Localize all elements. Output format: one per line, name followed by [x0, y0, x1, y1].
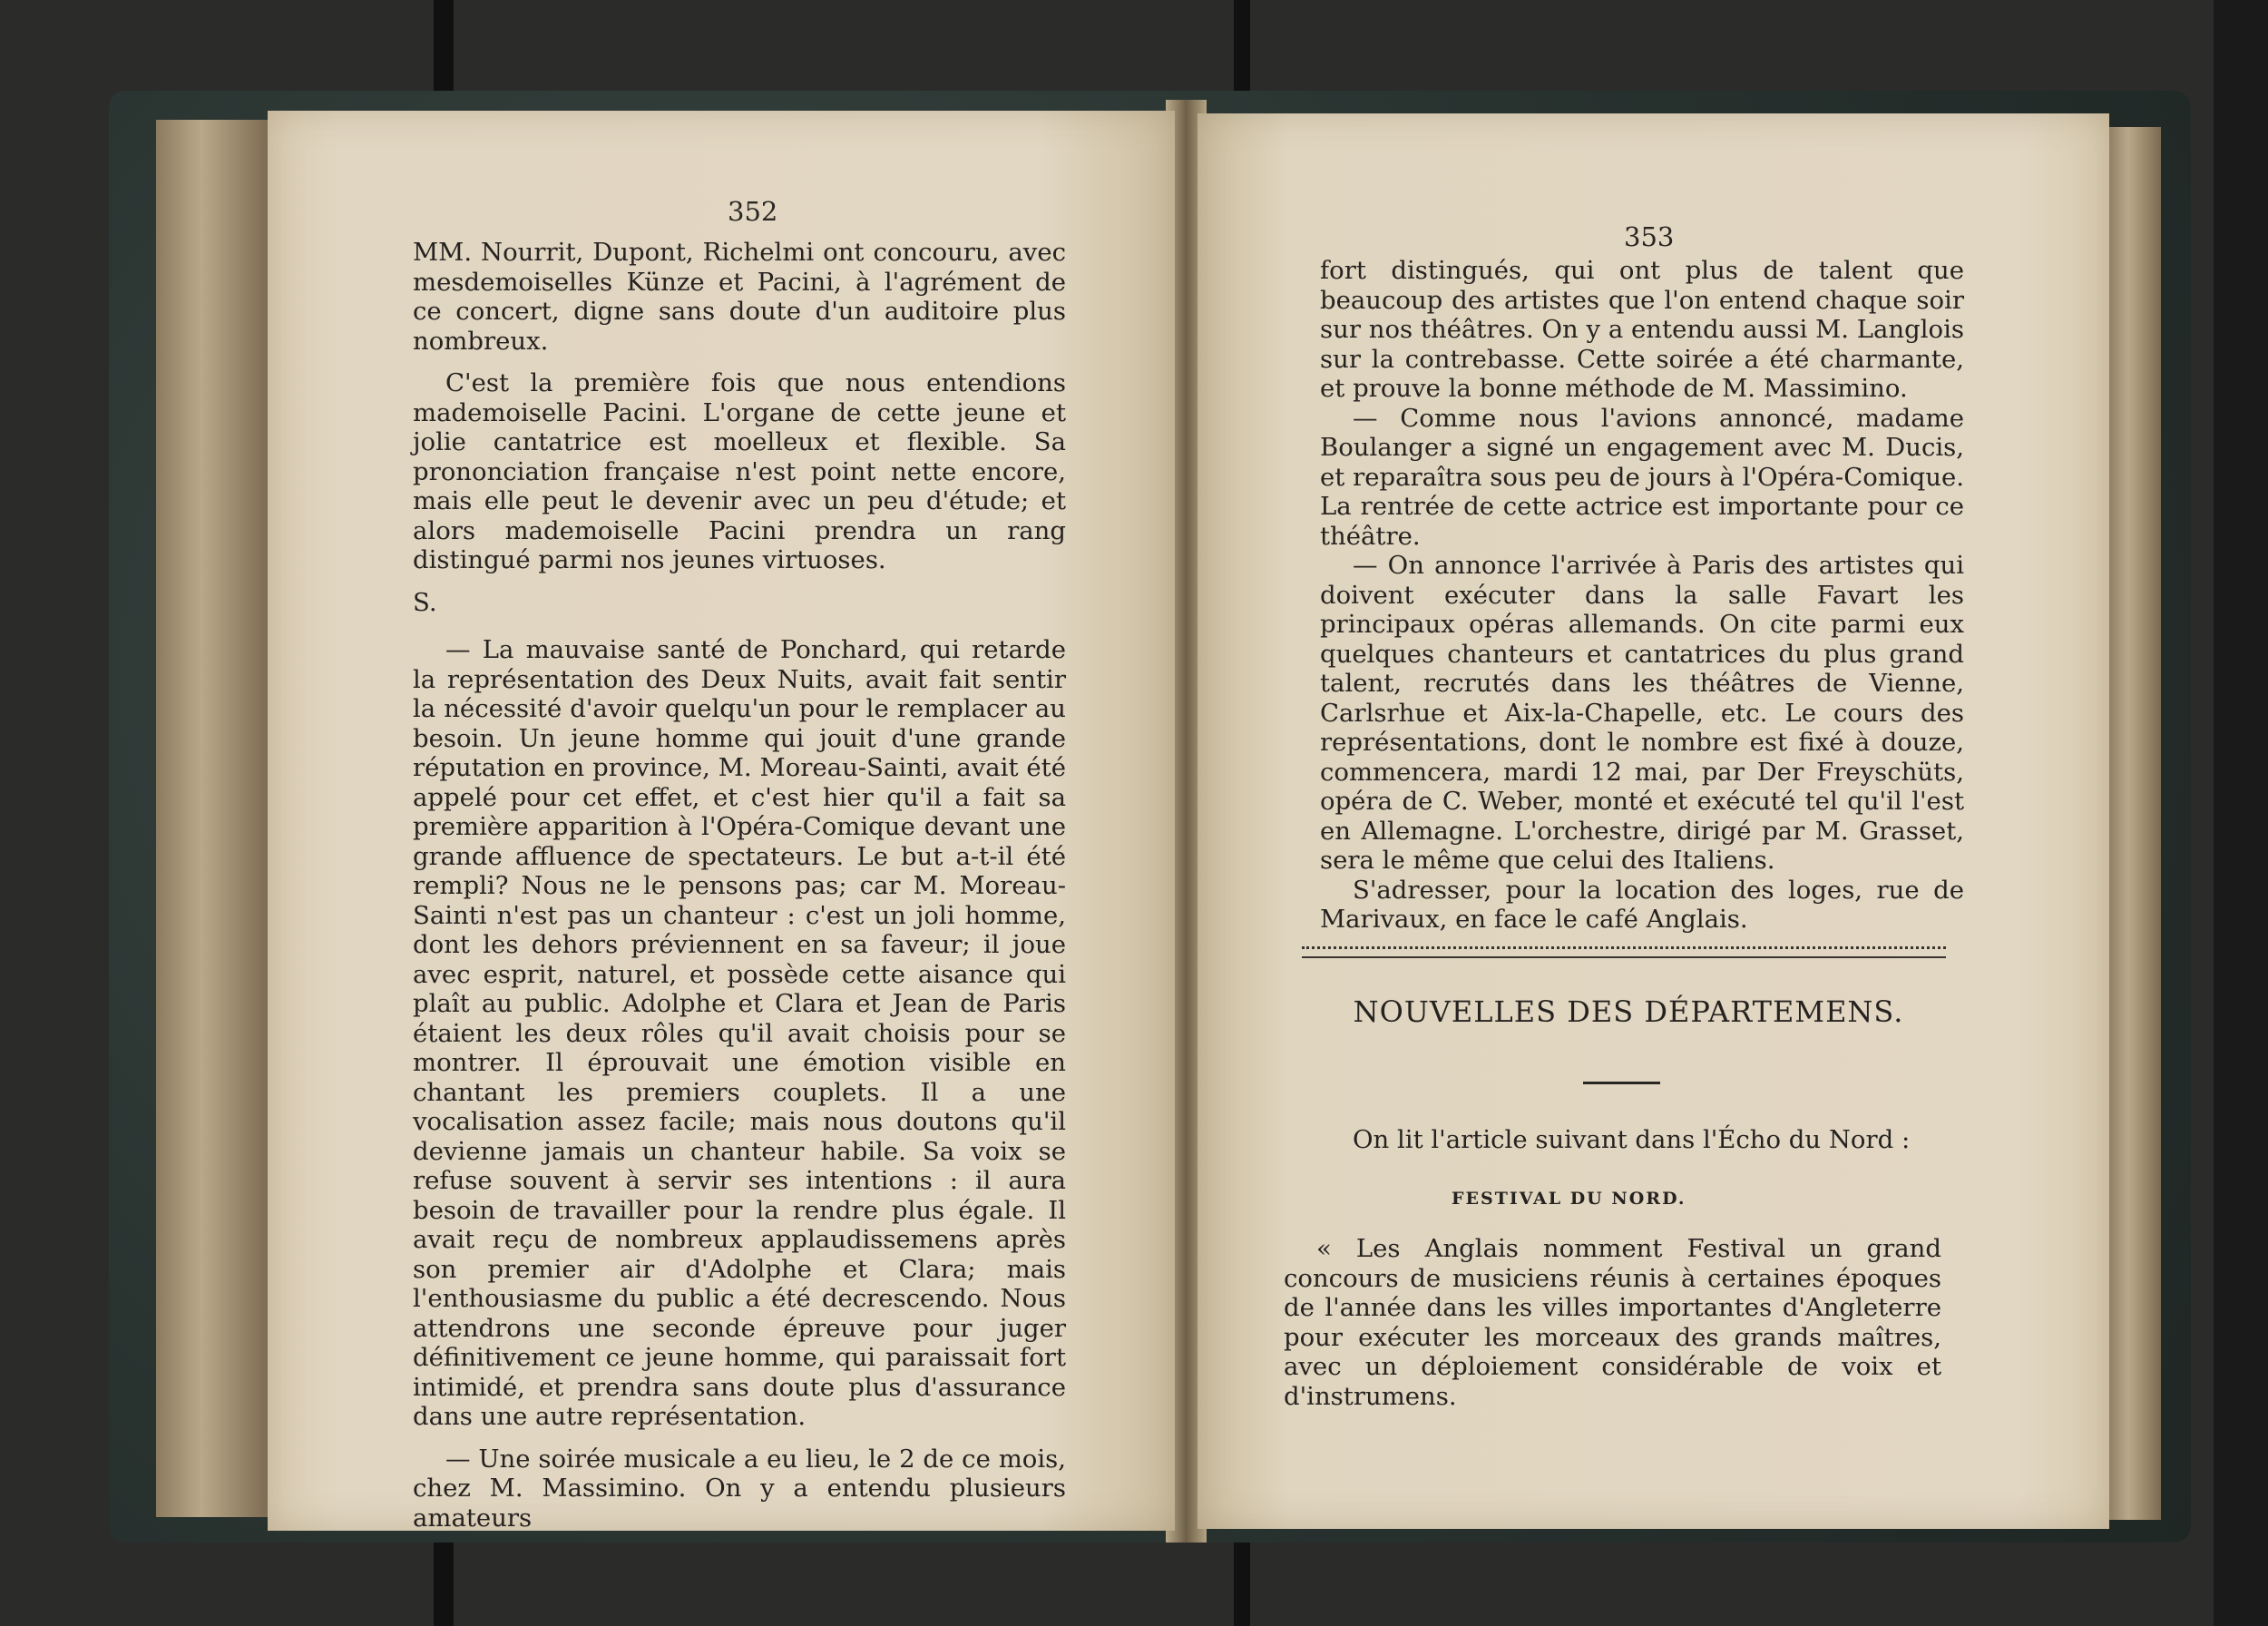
- section-title: NOUVELLES DES DÉPARTEMENS.: [1353, 994, 1904, 1029]
- right-page-number: 353: [1624, 221, 1675, 252]
- paragraph: C'est la première fois que nous entendions mademoiselle Pacini. L'organe de cette jeune et jolie cantatrice est moelleux et flexible. Sa prononciation française n'est point nette encore, mais elle peut le devenir avec un peu d'étude; et alors mademoiselle Pacini prendra un rang distingué parmi nos jeunes virtuoses.: [413, 368, 1066, 574]
- signature: S.: [413, 587, 437, 617]
- intro-line: [1320, 1125, 1964, 1155]
- paragraph: — La mauvaise santé de Ponchard, qui retarde la représentation des Deux Nuits, avait fait sentir la nécessité d'avoir quelqu'un pour le remplacer au besoin. Un jeune homme qui jouit d'une grande réputation en province, M. Moreau-Sainti, avait été appelé pour cet effet, et c'est hier qu'il a fait sa première apparition à l'Opéra-Comique devant une grande affluence de spectateurs. Le but a-t-il été rempli? Nous ne le pensons pas; car M. Moreau-Sainti n'est pas un chanteur : c'est un joli homme, dont les dehors préviennent en sa faveur; il joue avec esprit, naturel, et possède cette aisance qui plaît au public. Adolphe et Clara et Jean de Paris étaient les deux rôles qu'il avait choisis pour se montrer. Il éprouvait une émotion visible en chantant les premiers couplets. Il a une vocalisation assez facile; mais nous doutons qu'il devienne jamais un chanteur habile. Sa voix se refuse souvent à servir ses intentions : il aura besoin de travailler pour la rendre plus égale. Il avait reçu de nombreux applaudissemens après son premier air d'Adolphe et Clara; mais l'enthousiasme du public a été decrescendo. Nous attendrons une seconde épreuve pour juger définitivement ce jeune homme, qui paraissait fort intimidé, et prendra sans doute plus d'assurance dans une autre représentation.: [413, 635, 1066, 1431]
- paragraph: — Comme nous l'avions annoncé, madame Boulanger a signé un engagement avec M. Ducis, et reparaîtra sous peu de jours à l'Opéra-Comique. La rentrée de cette actrice est importante pour ce théâtre.: [1320, 403, 1964, 551]
- intro-text: On lit l'article suivant dans l'Écho du Nord :: [1353, 1125, 1911, 1154]
- left-page-edges: [156, 120, 269, 1517]
- section-divider-rule: [1302, 946, 1946, 958]
- paragraph: fort distingués, qui ont plus de talent que beaucoup des artistes que l'on entend chaque soir sur nos théâtres. On y a entendu aussi M. Langlois sur la contrebasse. Cette soirée a été charmante, et prouve la bonne méthode de M. Massimino.: [1320, 256, 1964, 403]
- paragraph: MM. Nourrit, Dupont, Richelmi ont concouru, avec mesdemoiselles Künze et Pacini, à l'agrément de ce concert, digne sans doute d'un auditoire plus nombreux.: [413, 238, 1066, 356]
- quote-text-block: [1284, 1234, 1941, 1411]
- paragraph: — On annonce l'arrivée à Paris des artistes qui doivent exécuter dans la salle Favart les principaux opéras allemands. On cite parmi eux quelques chanteurs et cantatrices du plus grand talent, recrutés dans les théâtres de Vienne, Carlsrhue et Aix-la-Chapelle, etc. Le cours des représentations, dont le nombre est fixé à douze, commencera, mardi 12 mai, par Der Freyschüts, opéra de C. Weber, monté et exécuté tel qu'il l'est en Allemagne. L'orchestre, dirigé par M. Grasset, sera le même que celui des Italiens.: [1320, 551, 1964, 875]
- left-page-number: 352: [728, 196, 778, 227]
- subheading: FESTIVAL DU NORD.: [1452, 1189, 1686, 1209]
- background-stripe-right: [2214, 0, 2268, 1626]
- short-divider-rule: [1583, 1082, 1660, 1084]
- paragraph: — Une soirée musicale a eu lieu, le 2 de ce mois, chez M. Massimino. On y a entendu plusieurs amateurs: [413, 1444, 1066, 1533]
- paragraph: « Les Anglais nomment Festival un grand concours de musiciens réunis à certaines époques de l'année dans les villes importantes d'Angleterre pour exécuter les morceaux des grands maîtres, avec un déploiement considérable de voix et d'instrumens.: [1284, 1234, 1941, 1411]
- right-page-edges: [2107, 127, 2161, 1520]
- right-page-text: [1320, 256, 1964, 935]
- paragraph: S'adresser, pour la location des loges, rue de Marivaux, en face le café Anglais.: [1320, 875, 1964, 934]
- left-page-text: [413, 238, 1066, 1533]
